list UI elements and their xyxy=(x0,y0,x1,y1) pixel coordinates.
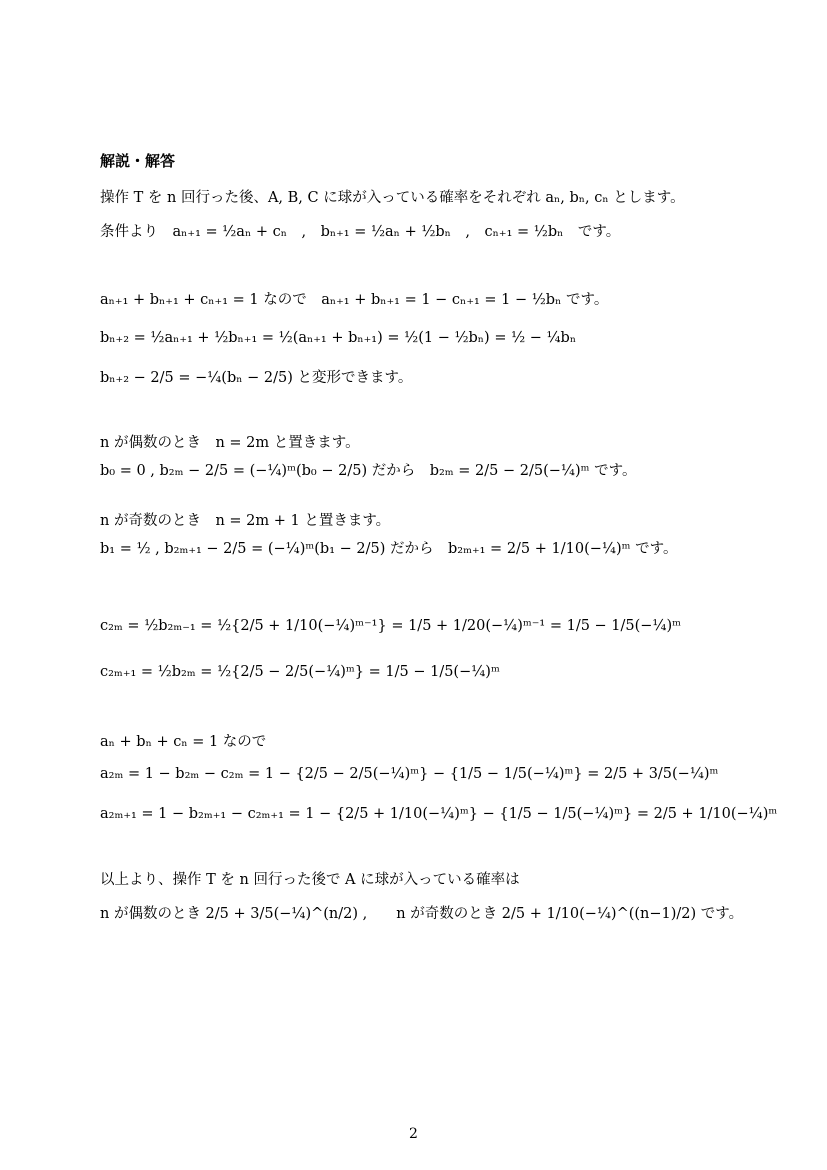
text-line-14: a₂ₘ₊₁ = 1 − b₂ₘ₊₁ − c₂ₘ₊₁ = 1 − {2/5 + 1/10(−¼)ᵐ} − {1/5 − 1/5(−¼)ᵐ} = 2/5 + 1/10(−¼)ᵐ xyxy=(100,806,778,822)
text-line-5: bₙ₊₂ − 2/5 = −¼(bₙ − 2/5) と変形できます。 xyxy=(100,370,413,386)
text-line-7: b₀ = 0 , b₂ₘ − 2/5 = (−¼)ᵐ(b₀ − 2/5) だから b₂ₘ = 2/5 − 2/5(−¼)ᵐ です。 xyxy=(100,463,637,479)
text-line-11: c₂ₘ₊₁ = ½b₂ₘ = ½{2/5 − 2/5(−¼)ᵐ} = 1/5 − 1/5(−¼)ᵐ xyxy=(100,664,500,680)
text-line-4: bₙ₊₂ = ½aₙ₊₁ + ½bₙ₊₁ = ½(aₙ₊₁ + bₙ₊₁) = ½(1 − ½bₙ) = ½ − ¼bₙ xyxy=(100,330,577,346)
text-line-2: 条件より aₙ₊₁ = ½aₙ + cₙ , bₙ₊₁ = ½aₙ + ½bₙ , cₙ₊₁ = ½bₙ です。 xyxy=(100,224,621,240)
text-line-8: n が奇数のとき n = 2m + 1 と置きます。 xyxy=(100,513,391,529)
text-line-3: aₙ₊₁ + bₙ₊₁ + cₙ₊₁ = 1 なので aₙ₊₁ + bₙ₊₁ = 1 − cₙ₊₁ = 1 − ½bₙ です。 xyxy=(100,292,609,308)
text-line-13: a₂ₘ = 1 − b₂ₘ − c₂ₘ = 1 − {2/5 − 2/5(−¼)ᵐ} − {1/5 − 1/5(−¼)ᵐ} = 2/5 + 3/5(−¼)ᵐ xyxy=(100,766,719,782)
section-heading: 解説・解答 xyxy=(100,152,176,170)
text-line-16: n が偶数のとき 2/5 + 3/5(−¼)^(n/2) , n が奇数のとき 2/5 + 1/10(−¼)^((n−1)/2) です。 xyxy=(100,906,744,922)
page-number: 2 xyxy=(409,1126,418,1142)
text-line-10: c₂ₘ = ½b₂ₘ₋₁ = ½{2/5 + 1/10(−¼)ᵐ⁻¹} = 1/5 + 1/20(−¼)ᵐ⁻¹ = 1/5 − 1/5(−¼)ᵐ xyxy=(100,618,682,634)
text-line-12: aₙ + bₙ + cₙ = 1 なので xyxy=(100,734,267,750)
text-line-9: b₁ = ½ , b₂ₘ₊₁ − 2/5 = (−¼)ᵐ(b₁ − 2/5) だから b₂ₘ₊₁ = 2/5 + 1/10(−¼)ᵐ です。 xyxy=(100,541,678,557)
text-line-15: 以上より、操作 T を n 回行った後で A に球が入っている確率は xyxy=(100,872,520,888)
text-line-1: 操作 T を n 回行った後、A, B, C に球が入っている確率をそれぞれ aₙ, bₙ, cₙ とします。 xyxy=(100,190,685,206)
text-line-6: n が偶数のとき n = 2m と置きます。 xyxy=(100,435,360,451)
